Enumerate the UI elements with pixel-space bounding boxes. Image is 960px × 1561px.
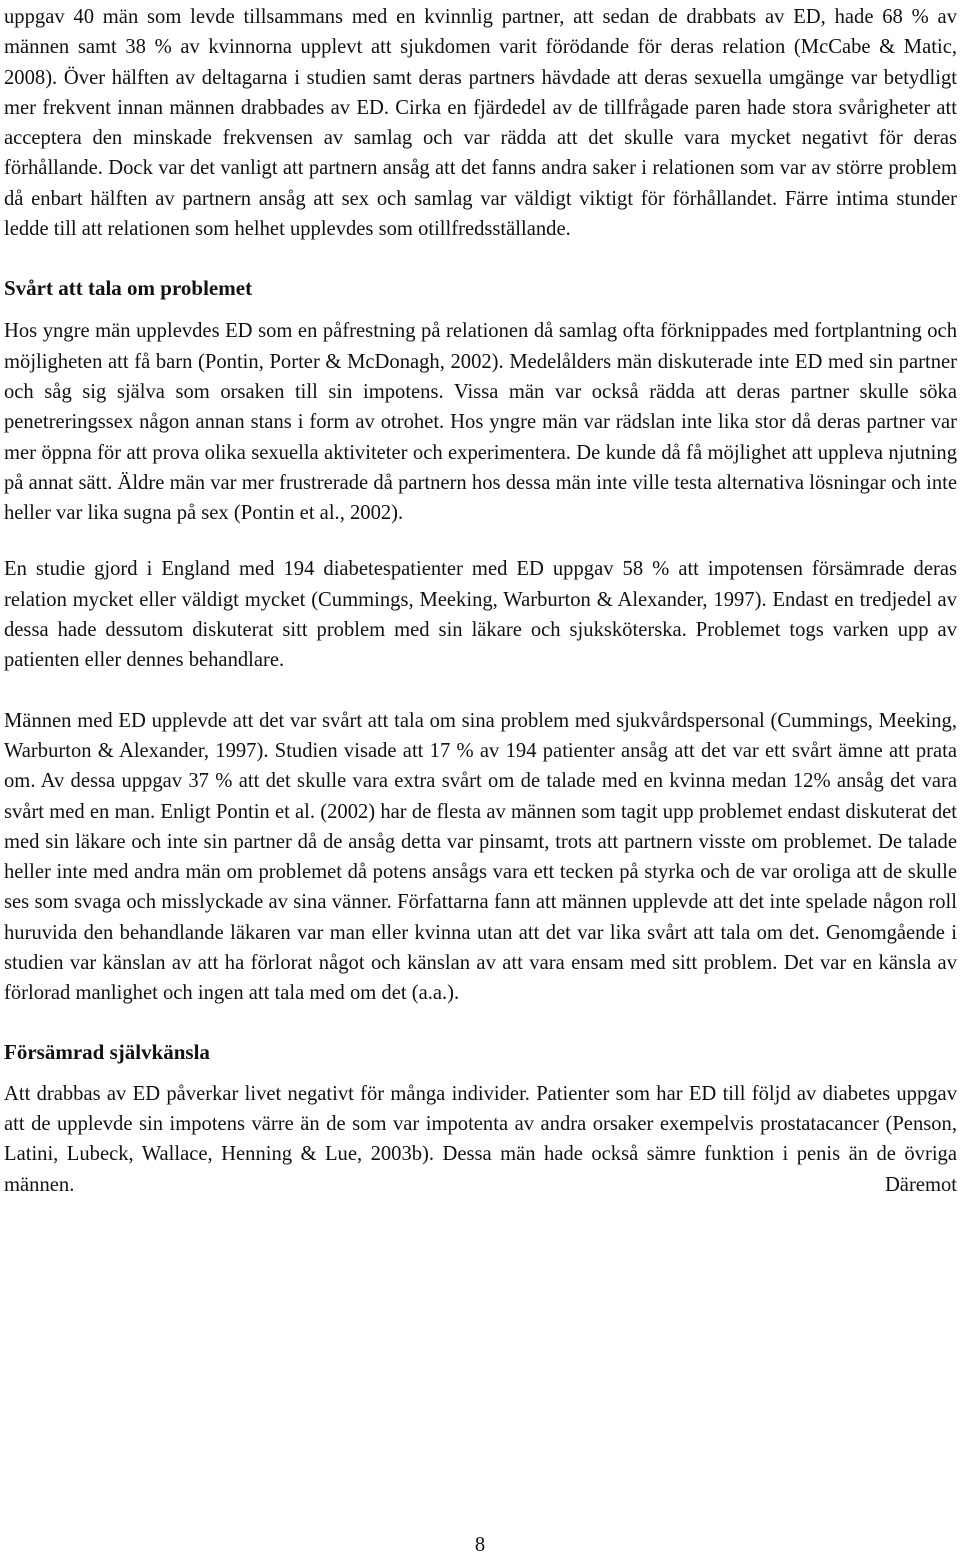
document-page <box>4 0 957 1200</box>
paragraph-younger-men: Hos yngre män upplevdes ED som en påfrestning på relationen då samlag ofta förknippades med fortplantning och möjligheten att få barn (Pontin, Porter & McDonagh, 2002). Medelålders män diskuterade inte ED med sin partner och såg sig själva som orsaken till sin impotens. Vissa män var också rädda att deras partner skulle söka penetreringssex någon annan stans i form av otrohet. Hos yngre män var rädslan inte lika stor då deras partner var mer öppna för att prova olika sexuella aktiviteter och experimentera. De kunde då få möjlighet att uppleva njutning på annat sätt. Äldre män var mer frustrerade då partnern hos dessa män inte ville testa alternativa lösningar och inte heller var lika sugna på sex (Pontin et al., 2002). <box>4 320 957 525</box>
paragraph-relationship-impact: uppgav 40 män som levde tillsammans med en kvinnlig partner, att sedan de drabbats av ED, hade 68 % av männen samt 38 % av kvinnorna upplevt att sjukdomen varit förödande för deras relation (McCabe & Matic, 2008). Över hälften av deltagarna i studien samt deras partners hävdade att deras sexuella umgänge var betydligt mer frekvent innan männen drabbades av ED. Cirka en fjärdedel av de tillfrågade paren hade stora svårigheter att acceptera den minskade frekvensen av samlag och var rädda att det skulle vara mycket negativt för deras förhållande. Dock var det vanligt att partnern ansåg att det fanns andra saker i relationen som var av större problem då enbart hälften av partnern ansåg att sex och samlag var väldigt viktigt för förhållandet. Färre intima stunder ledde till att relationen som helhet upplevdes som otillfredsställande. <box>4 6 957 241</box>
paragraph-negative-life-impact: Att drabbas av ED påverkar livet negativt för många individer. Patienter som har ED till följd av diabetes uppgav att de upplevde sin impotens värre än de som var impotenta av andra orsaker exempelvis prostatacancer (Penson, Latini, Lubeck, Wallace, Henning & Lue, 2003b). Dessa män hade också sämre funktion i penis än de övriga männen. Däremot <box>4 1082 957 1196</box>
section-heading-hard-to-talk: Svårt att tala om problemet <box>4 276 253 301</box>
paragraph-healthcare-communication: Männen med ED upplevde att det var svårt att tala om sina problem med sjukvårdspersonal (Cummings, Meeking, Warburton & Alexander, 1997). Studien visade att 17 % av 194 patienter ansåg att det var ett svårt ämne att prata om. Av dessa uppgav 37 % att det skulle vara extra svårt om de talade med en kvinna medan 12% ansåg det vara svårt med en man. Enligt Pontin et al. (2002) har de flesta av männen som tagit upp problemet endast diskuterat det med sin läkare och inte sin partner då de ansåg detta var pinsamt, trots att partnern visste om problemet. De talade heller inte med andra män om problemet då potens ansågs vara ett tecken på styrka och de var oroliga att de skulle ses som svaga och misslyckade av sina vänner. Författarna fann att männen upplevde att det inte spelade någon roll huruvida den behandlande läkaren var man eller kvinna utan att det var lika svårt att tala om det. Genomgående i studien var känslan av att ha förlorat något och känslan av att vara ensam med sitt problem. Det var en känsla av förlorad manlighet och ingen att tala med om det (a.a.). <box>4 709 957 1005</box>
page-number: 8 <box>474 1534 486 1556</box>
paragraph-england-study: En studie gjord i England med 194 diabetespatienter med ED uppgav 58 % att impotensen försämrade deras relation mycket eller väldigt mycket (Cummings, Meeking, Warburton & Alexander, 1997). Endast en tredjedel av dessa hade dessutom diskuterat sitt problem med sin läkare och sjuksköterska. Problemet togs varken upp av patienten eller dennes behandlare. <box>4 558 957 672</box>
section-heading-self-esteem: Försämrad självkänsla <box>4 1039 210 1064</box>
